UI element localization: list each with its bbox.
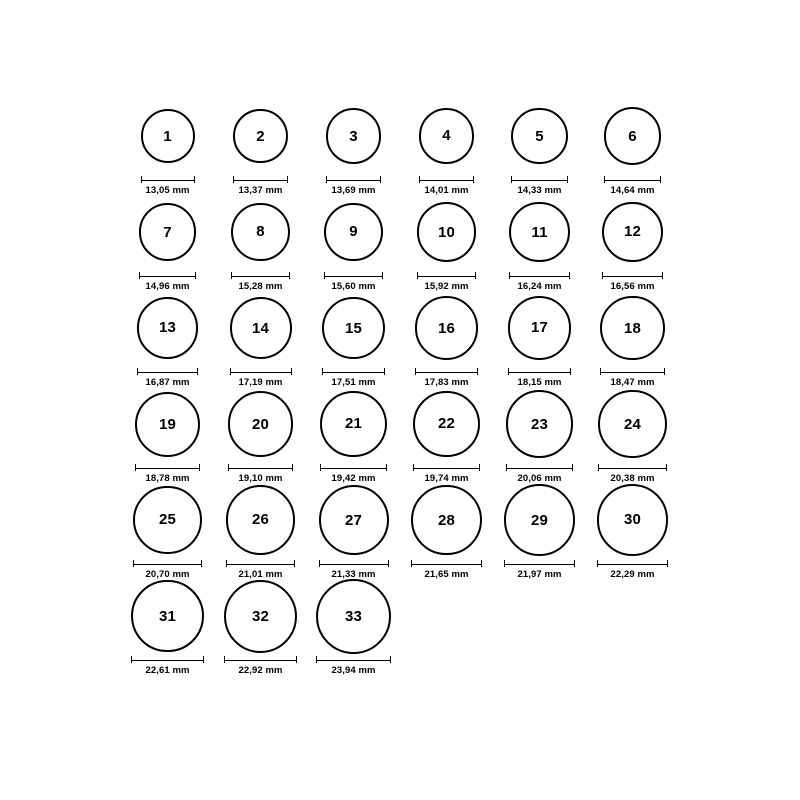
ring-size-cell[interactable]: [121, 100, 214, 196]
ring-circle-wrap: [320, 388, 386, 460]
diameter-measure: [139, 272, 197, 292]
ring-size-number: 9: [349, 223, 358, 241]
ring-size-cell[interactable]: [121, 580, 214, 676]
ring-size-number: 13: [158, 319, 177, 337]
diameter-label: 14,01 mm: [424, 185, 469, 196]
ring-circle-wrap: [504, 484, 575, 556]
diameter-measure: [509, 272, 569, 292]
diameter-label: 14,33 mm: [517, 185, 562, 196]
ring-circle-icon: [417, 202, 477, 262]
ring-circle-wrap: [139, 196, 197, 268]
measure-bar-icon: [504, 560, 575, 567]
ring-circle-wrap: [415, 292, 478, 364]
diameter-measure: [137, 368, 198, 388]
ring-size-cell[interactable]: [121, 292, 214, 388]
ring-size-number: 11: [531, 223, 548, 241]
ring-circle-wrap: [411, 484, 482, 556]
diameter-label: 21,97 mm: [517, 569, 562, 580]
ring-size-number: 8: [256, 223, 265, 241]
ring-size-number: 25: [158, 511, 177, 529]
measure-bar-icon: [506, 464, 574, 471]
measure-bar-icon: [135, 464, 200, 471]
ring-size-number: 18: [623, 319, 642, 337]
ring-size-cell[interactable]: [586, 292, 679, 388]
ring-size-cell[interactable]: [586, 196, 679, 292]
ring-circle-icon: [319, 485, 389, 555]
ring-circle-icon: [604, 107, 661, 164]
ring-size-cell[interactable]: [493, 196, 586, 292]
ring-row: [0, 388, 800, 484]
diameter-measure: [141, 176, 195, 196]
ring-size-cell[interactable]: [214, 196, 307, 292]
measure-bar-icon: [598, 464, 666, 471]
measure-bar-icon: [511, 176, 568, 183]
ring-size-number: 28: [437, 511, 456, 529]
diameter-label: 15,60 mm: [331, 281, 376, 292]
diameter-label: 20,70 mm: [145, 569, 190, 580]
measure-bar-icon: [320, 464, 386, 471]
ring-size-cell[interactable]: [493, 100, 586, 196]
diameter-measure: [133, 560, 202, 580]
diameter-measure: [413, 464, 480, 484]
diameter-label: 20,06 mm: [517, 473, 562, 484]
ring-circle-wrap: [131, 580, 203, 652]
diameter-label: 17,51 mm: [331, 377, 376, 388]
diameter-measure: [316, 656, 391, 676]
ring-circle-icon: [133, 486, 202, 555]
diameter-label: 17,83 mm: [424, 377, 469, 388]
diameter-measure: [411, 560, 482, 580]
ring-size-cell[interactable]: [307, 388, 400, 484]
measure-bar-icon: [316, 656, 391, 663]
ring-size-number: 24: [623, 415, 642, 433]
ring-circle-wrap: [604, 100, 661, 172]
diameter-label: 16,56 mm: [610, 281, 655, 292]
ring-size-cell[interactable]: [121, 484, 214, 580]
diameter-measure: [415, 368, 478, 388]
ring-circle-wrap: [413, 388, 480, 460]
ring-size-number: 30: [623, 511, 642, 529]
ring-circle-icon: [141, 109, 195, 163]
diameter-label: 21,33 mm: [331, 569, 376, 580]
ring-size-cell[interactable]: [493, 292, 586, 388]
ring-size-cell[interactable]: [493, 388, 586, 484]
ring-circle-icon: [316, 579, 391, 654]
ring-circle-wrap: [233, 100, 288, 172]
ring-row: [0, 196, 800, 292]
ring-circle-icon: [324, 203, 383, 262]
diameter-label: 15,92 mm: [424, 281, 469, 292]
measure-bar-icon: [324, 272, 383, 279]
ring-circle-icon: [228, 391, 294, 457]
ring-circle-icon: [504, 484, 575, 555]
ring-circle-wrap: [508, 292, 572, 364]
diameter-measure: [324, 272, 383, 292]
ring-circle-wrap: [324, 196, 383, 268]
diameter-label: 16,87 mm: [145, 377, 190, 388]
ring-circle-wrap: [230, 292, 292, 364]
measure-bar-icon: [139, 272, 197, 279]
diameter-measure: [506, 464, 574, 484]
diameter-measure: [322, 368, 385, 388]
ring-size-cell[interactable]: [493, 484, 586, 580]
measure-bar-icon: [233, 176, 288, 183]
diameter-measure: [504, 560, 575, 580]
diameter-label: 17,19 mm: [238, 377, 283, 388]
measure-bar-icon: [231, 272, 289, 279]
ring-size-cell[interactable]: [586, 100, 679, 196]
ring-size-cell[interactable]: [307, 580, 400, 676]
diameter-measure: [226, 560, 295, 580]
ring-circle-icon: [320, 391, 386, 457]
ring-size-number: 32: [251, 607, 270, 625]
measure-bar-icon: [141, 176, 195, 183]
ring-circle-icon: [602, 202, 663, 263]
measure-bar-icon: [509, 272, 569, 279]
ring-circle-icon: [597, 484, 669, 556]
measure-bar-icon: [133, 560, 202, 567]
diameter-label: 16,24 mm: [517, 281, 562, 292]
diameter-label: 18,47 mm: [610, 377, 655, 388]
diameter-label: 18,78 mm: [145, 473, 190, 484]
ring-size-cell[interactable]: [214, 484, 307, 580]
ring-circle-wrap: [228, 388, 294, 460]
diameter-measure: [228, 464, 294, 484]
ring-size-cell[interactable]: [307, 196, 400, 292]
diameter-label: 22,92 mm: [238, 665, 283, 676]
ring-row: [0, 100, 800, 196]
diameter-measure: [508, 368, 572, 388]
diameter-measure: [224, 656, 297, 676]
measure-bar-icon: [417, 272, 477, 279]
ring-size-number: 27: [344, 511, 363, 529]
ring-size-number: 19: [158, 415, 177, 433]
ring-circle-icon: [598, 390, 666, 458]
ring-size-number: 15: [344, 319, 363, 337]
ring-circle-icon: [326, 108, 381, 163]
diameter-label: 13,05 mm: [145, 185, 190, 196]
ring-circle-wrap: [319, 484, 389, 556]
ring-circle-icon: [413, 391, 480, 458]
diameter-label: 22,29 mm: [610, 569, 655, 580]
ring-circle-wrap: [506, 388, 574, 460]
ring-circle-wrap: [598, 388, 666, 460]
ring-size-number: 12: [623, 223, 642, 241]
ring-size-number: 26: [251, 511, 270, 529]
diameter-measure: [319, 560, 389, 580]
ring-size-cell[interactable]: [121, 388, 214, 484]
ring-size-cell[interactable]: [400, 100, 493, 196]
ring-size-number: 31: [158, 607, 177, 625]
ring-circle-icon: [224, 580, 297, 653]
ring-size-number: 1: [163, 127, 172, 145]
ring-size-cell[interactable]: [214, 100, 307, 196]
ring-circle-wrap: [226, 484, 295, 556]
diameter-label: 22,61 mm: [145, 665, 190, 676]
diameter-label: 21,01 mm: [238, 569, 283, 580]
ring-size-number: 2: [256, 127, 265, 145]
ring-size-number: 21: [344, 415, 363, 433]
ring-size-cell[interactable]: [214, 292, 307, 388]
diameter-label: 19,74 mm: [424, 473, 469, 484]
measure-bar-icon: [137, 368, 198, 375]
ring-circle-icon: [415, 296, 478, 359]
measure-bar-icon: [604, 176, 661, 183]
ring-circle-wrap: [141, 100, 195, 172]
diameter-measure: [326, 176, 381, 196]
ring-circle-wrap: [326, 100, 381, 172]
ring-circle-wrap: [316, 580, 391, 652]
measure-bar-icon: [602, 272, 663, 279]
diameter-measure: [231, 272, 289, 292]
ring-size-number: 10: [437, 223, 456, 241]
ring-circle-icon: [131, 580, 203, 652]
diameter-measure: [597, 560, 669, 580]
ring-circle-wrap: [511, 100, 568, 172]
ring-size-cell[interactable]: [307, 100, 400, 196]
ring-row: [0, 580, 800, 676]
diameter-label: 14,64 mm: [610, 185, 655, 196]
measure-bar-icon: [228, 464, 294, 471]
ring-circle-icon: [139, 203, 197, 261]
ring-size-cell[interactable]: [586, 388, 679, 484]
measure-bar-icon: [131, 656, 203, 663]
ring-circle-icon: [600, 296, 665, 361]
ring-circle-wrap: [322, 292, 385, 364]
ring-circle-icon: [135, 392, 200, 457]
ring-size-number: 5: [535, 127, 544, 145]
ring-circle-wrap: [419, 100, 475, 172]
ring-size-number: 20: [251, 415, 270, 433]
measure-bar-icon: [319, 560, 389, 567]
diameter-measure: [602, 272, 663, 292]
ring-circle-wrap: [509, 196, 569, 268]
measure-bar-icon: [326, 176, 381, 183]
measure-bar-icon: [413, 464, 480, 471]
measure-bar-icon: [230, 368, 292, 375]
ring-size-number: 29: [530, 511, 549, 529]
ring-size-number: 7: [163, 223, 172, 241]
ring-size-cell[interactable]: [400, 388, 493, 484]
ring-circle-wrap: [600, 292, 665, 364]
ring-circle-icon: [508, 296, 572, 360]
ring-circle-icon: [233, 109, 288, 164]
measure-bar-icon: [224, 656, 297, 663]
diameter-measure: [233, 176, 288, 196]
ring-size-cell[interactable]: [214, 388, 307, 484]
diameter-label: 13,69 mm: [331, 185, 376, 196]
diameter-label: 15,28 mm: [238, 281, 283, 292]
ring-circle-wrap: [135, 388, 200, 460]
ring-size-cell[interactable]: [400, 292, 493, 388]
ring-row: [0, 484, 800, 580]
ring-circle-icon: [226, 485, 295, 554]
ring-size-number: 6: [628, 127, 637, 145]
ring-circle-wrap: [602, 196, 663, 268]
ring-size-cell[interactable]: [121, 196, 214, 292]
ring-size-cell[interactable]: [214, 580, 307, 676]
ring-circle-icon: [230, 297, 292, 359]
measure-bar-icon: [226, 560, 295, 567]
measure-bar-icon: [322, 368, 385, 375]
ring-size-number: 3: [349, 127, 358, 145]
diameter-label: 19,42 mm: [331, 473, 376, 484]
diameter-measure: [419, 176, 475, 196]
ring-circle-wrap: [224, 580, 297, 652]
diameter-measure: [604, 176, 661, 196]
ring-circle-wrap: [133, 484, 202, 556]
diameter-label: 23,94 mm: [331, 665, 376, 676]
measure-bar-icon: [597, 560, 669, 567]
diameter-measure: [600, 368, 665, 388]
ring-circle-wrap: [597, 484, 669, 556]
ring-size-number: 14: [251, 319, 270, 337]
ring-size-number: 23: [530, 415, 549, 433]
measure-bar-icon: [600, 368, 665, 375]
ring-row: [0, 292, 800, 388]
measure-bar-icon: [508, 368, 572, 375]
ring-circle-wrap: [417, 196, 477, 268]
ring-size-cell[interactable]: [400, 484, 493, 580]
ring-size-number: 16: [437, 319, 456, 337]
ring-size-cell[interactable]: [307, 484, 400, 580]
ring-size-number: 4: [442, 127, 451, 145]
ring-circle-icon: [511, 108, 568, 165]
ring-size-cell[interactable]: [586, 484, 679, 580]
ring-circle-icon: [509, 202, 569, 262]
ring-circle-icon: [137, 297, 198, 358]
diameter-measure: [135, 464, 200, 484]
diameter-measure: [417, 272, 477, 292]
diameter-measure: [511, 176, 568, 196]
ring-size-cell[interactable]: [307, 292, 400, 388]
diameter-measure: [230, 368, 292, 388]
ring-circle-icon: [506, 390, 574, 458]
diameter-label: 19,10 mm: [238, 473, 283, 484]
ring-circle-icon: [322, 297, 385, 360]
ring-circle-icon: [231, 203, 289, 261]
diameter-label: 20,38 mm: [610, 473, 655, 484]
measure-bar-icon: [415, 368, 478, 375]
ring-size-number: 33: [344, 607, 363, 625]
diameter-label: 14,96 mm: [145, 281, 190, 292]
ring-size-cell[interactable]: [400, 196, 493, 292]
ring-circle-wrap: [137, 292, 198, 364]
ring-circle-icon: [419, 108, 475, 164]
ring-size-number: 22: [437, 415, 456, 433]
diameter-measure: [320, 464, 386, 484]
diameter-measure: [598, 464, 666, 484]
diameter-label: 21,65 mm: [424, 569, 469, 580]
measure-bar-icon: [419, 176, 475, 183]
diameter-label: 13,37 mm: [238, 185, 283, 196]
diameter-measure: [131, 656, 203, 676]
measure-bar-icon: [411, 560, 482, 567]
ring-circle-icon: [411, 485, 482, 556]
ring-size-number: 17: [530, 319, 549, 337]
ring-circle-wrap: [231, 196, 289, 268]
diameter-label: 18,15 mm: [517, 377, 562, 388]
